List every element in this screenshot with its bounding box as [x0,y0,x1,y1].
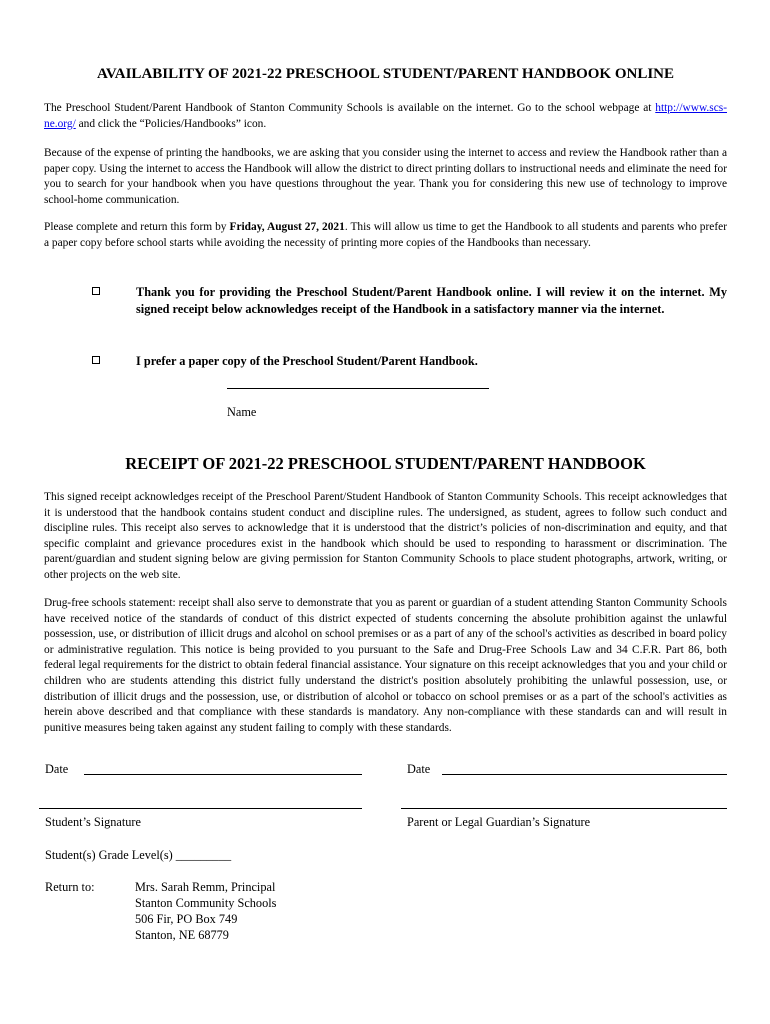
deadline-date: Friday, August 27, 2021 [229,221,345,233]
guardian-signature-label: Parent or Legal Guardian’s Signature [407,815,591,829]
return-address-line-3: 506 Fir, PO Box 749 [135,912,238,926]
availability-paragraph-2: Because of the expense of printing the handbooks, we are asking that you consider using the internet to access and review the Handbook rather than a paper copy. Using the internet to access the Handbook will allow the district to direct printing dollars to instructional needs and eliminate the need for you to search for your handbook when you have questions throughout the year. Thank you for considering this new use of technology to improve school-home communication. [44,147,727,206]
drug-free-statement: Drug-free schools statement: receipt shall also serve to demonstrate that you as parent or guardian of a student attending Stanton Community Schools have received notice of the standards of conduct of this district expected of students concerning the absolute prohibition against the unlawful possession, use, or distribution of illicit drugs and alcohol on school premises or as a part of any of the school's activities as described in board policy or administrative regulation. This notice is being provided to you pursuant to the Safe and Drug-Free Schools Law and 34 C.F.R. Part 86, both federal legal requirements for the district to obtain federal financial assistance. Your signature on this receipt acknowledges that you and your child or children who are students attending this district fully understand the district's position absolutely prohibiting the unlawful possession, use, or distribution of illicit drugs and the possession, use, or distribution of alcohol or tobacco on school premises or as a part of the school's activities as herein above described and that compliance with these standards is mandatory. Any non-compliance with these standards can and will result in punitive measures being taken against any student failing to comply with these standards. [44,597,727,734]
student-signature-label: Student’s Signature [45,815,141,829]
online-option-checkbox[interactable] [92,287,100,295]
deadline-text-before: Please complete and return this form by [44,221,230,233]
guardian-signature-line[interactable] [401,808,727,809]
availability-intro [44,101,727,132]
grade-level-field[interactable]: Student(s) Grade Level(s) _________ [45,848,232,862]
availability-title: AVAILABILITY OF 2021-22 PRESCHOOL STUDENT/PARENT HANDBOOK ONLINE [96,66,675,82]
return-address-line-2: Stanton Community Schools [135,896,277,910]
school-website-link[interactable]: http://www.scs-ne.org/ [44,102,727,130]
guardian-date-label: Date [407,762,431,776]
deadline-text-after: . This will allow us time to get the Handbook to all students and parents who prefer a paper copy before school starts while avoiding the necessity of printing more copies of the Handbooks than necessary. [44,221,727,249]
return-address-line-1: Mrs. Sarah Remm, Principal [135,880,276,894]
student-date-label: Date [45,762,69,776]
student-signature-line[interactable] [39,808,362,809]
paper-option-label: I prefer a paper copy of the Preschool Student/Parent Handbook. [136,354,478,368]
receipt-title: RECEIPT OF 2021-22 PRESCHOOL STUDENT/PARENT HANDBOOK [125,454,646,473]
intro-text-after-link: and click the “Policies/Handbooks” icon. [75,117,267,130]
availability-paragraph-3 [44,220,727,251]
online-option-label: Thank you for providing the Preschool Student/Parent Handbook online. I will review it on the internet. My signed receipt below acknowledges receipt of the Handbook in a satisfactory manner via the internet. [136,285,727,316]
receipt-paragraph-1: This signed receipt acknowledges receipt of the Preschool Parent/Student Handbook of Stanton Community Schools. This receipt acknowledges that it is understood that the handbook contains student conduct and discipline rules. The undersigned, as student, agrees to follow such conduct and discipline rules. This receipt also serves to acknowledge that it is understood that the district’s policies of non-discrimination and equity, and that specific complaint and grievance procedures exist in the handbook which should be used to responding to harassment or discrimination. The parent/guardian and student signing below are giving permission for Stanton Community Schools to place student photographs, artwork, writing, or other projects on the web site. [44,491,727,581]
name-line[interactable] [227,388,489,389]
intro-text-before-link: The Preschool Student/Parent Handbook of Stanton Community Schools is available on the internet. Go to the school webpage at [44,102,656,114]
online-option [92,284,727,336]
name-label: Name [227,405,257,419]
return-to-label: Return to: [45,880,95,894]
guardian-date-line[interactable] [442,774,727,775]
paper-option-checkbox[interactable] [92,356,100,364]
student-date-line[interactable] [84,774,362,775]
paper-option [92,353,727,371]
return-address-line-4: Stanton, NE 68779 [135,928,229,942]
